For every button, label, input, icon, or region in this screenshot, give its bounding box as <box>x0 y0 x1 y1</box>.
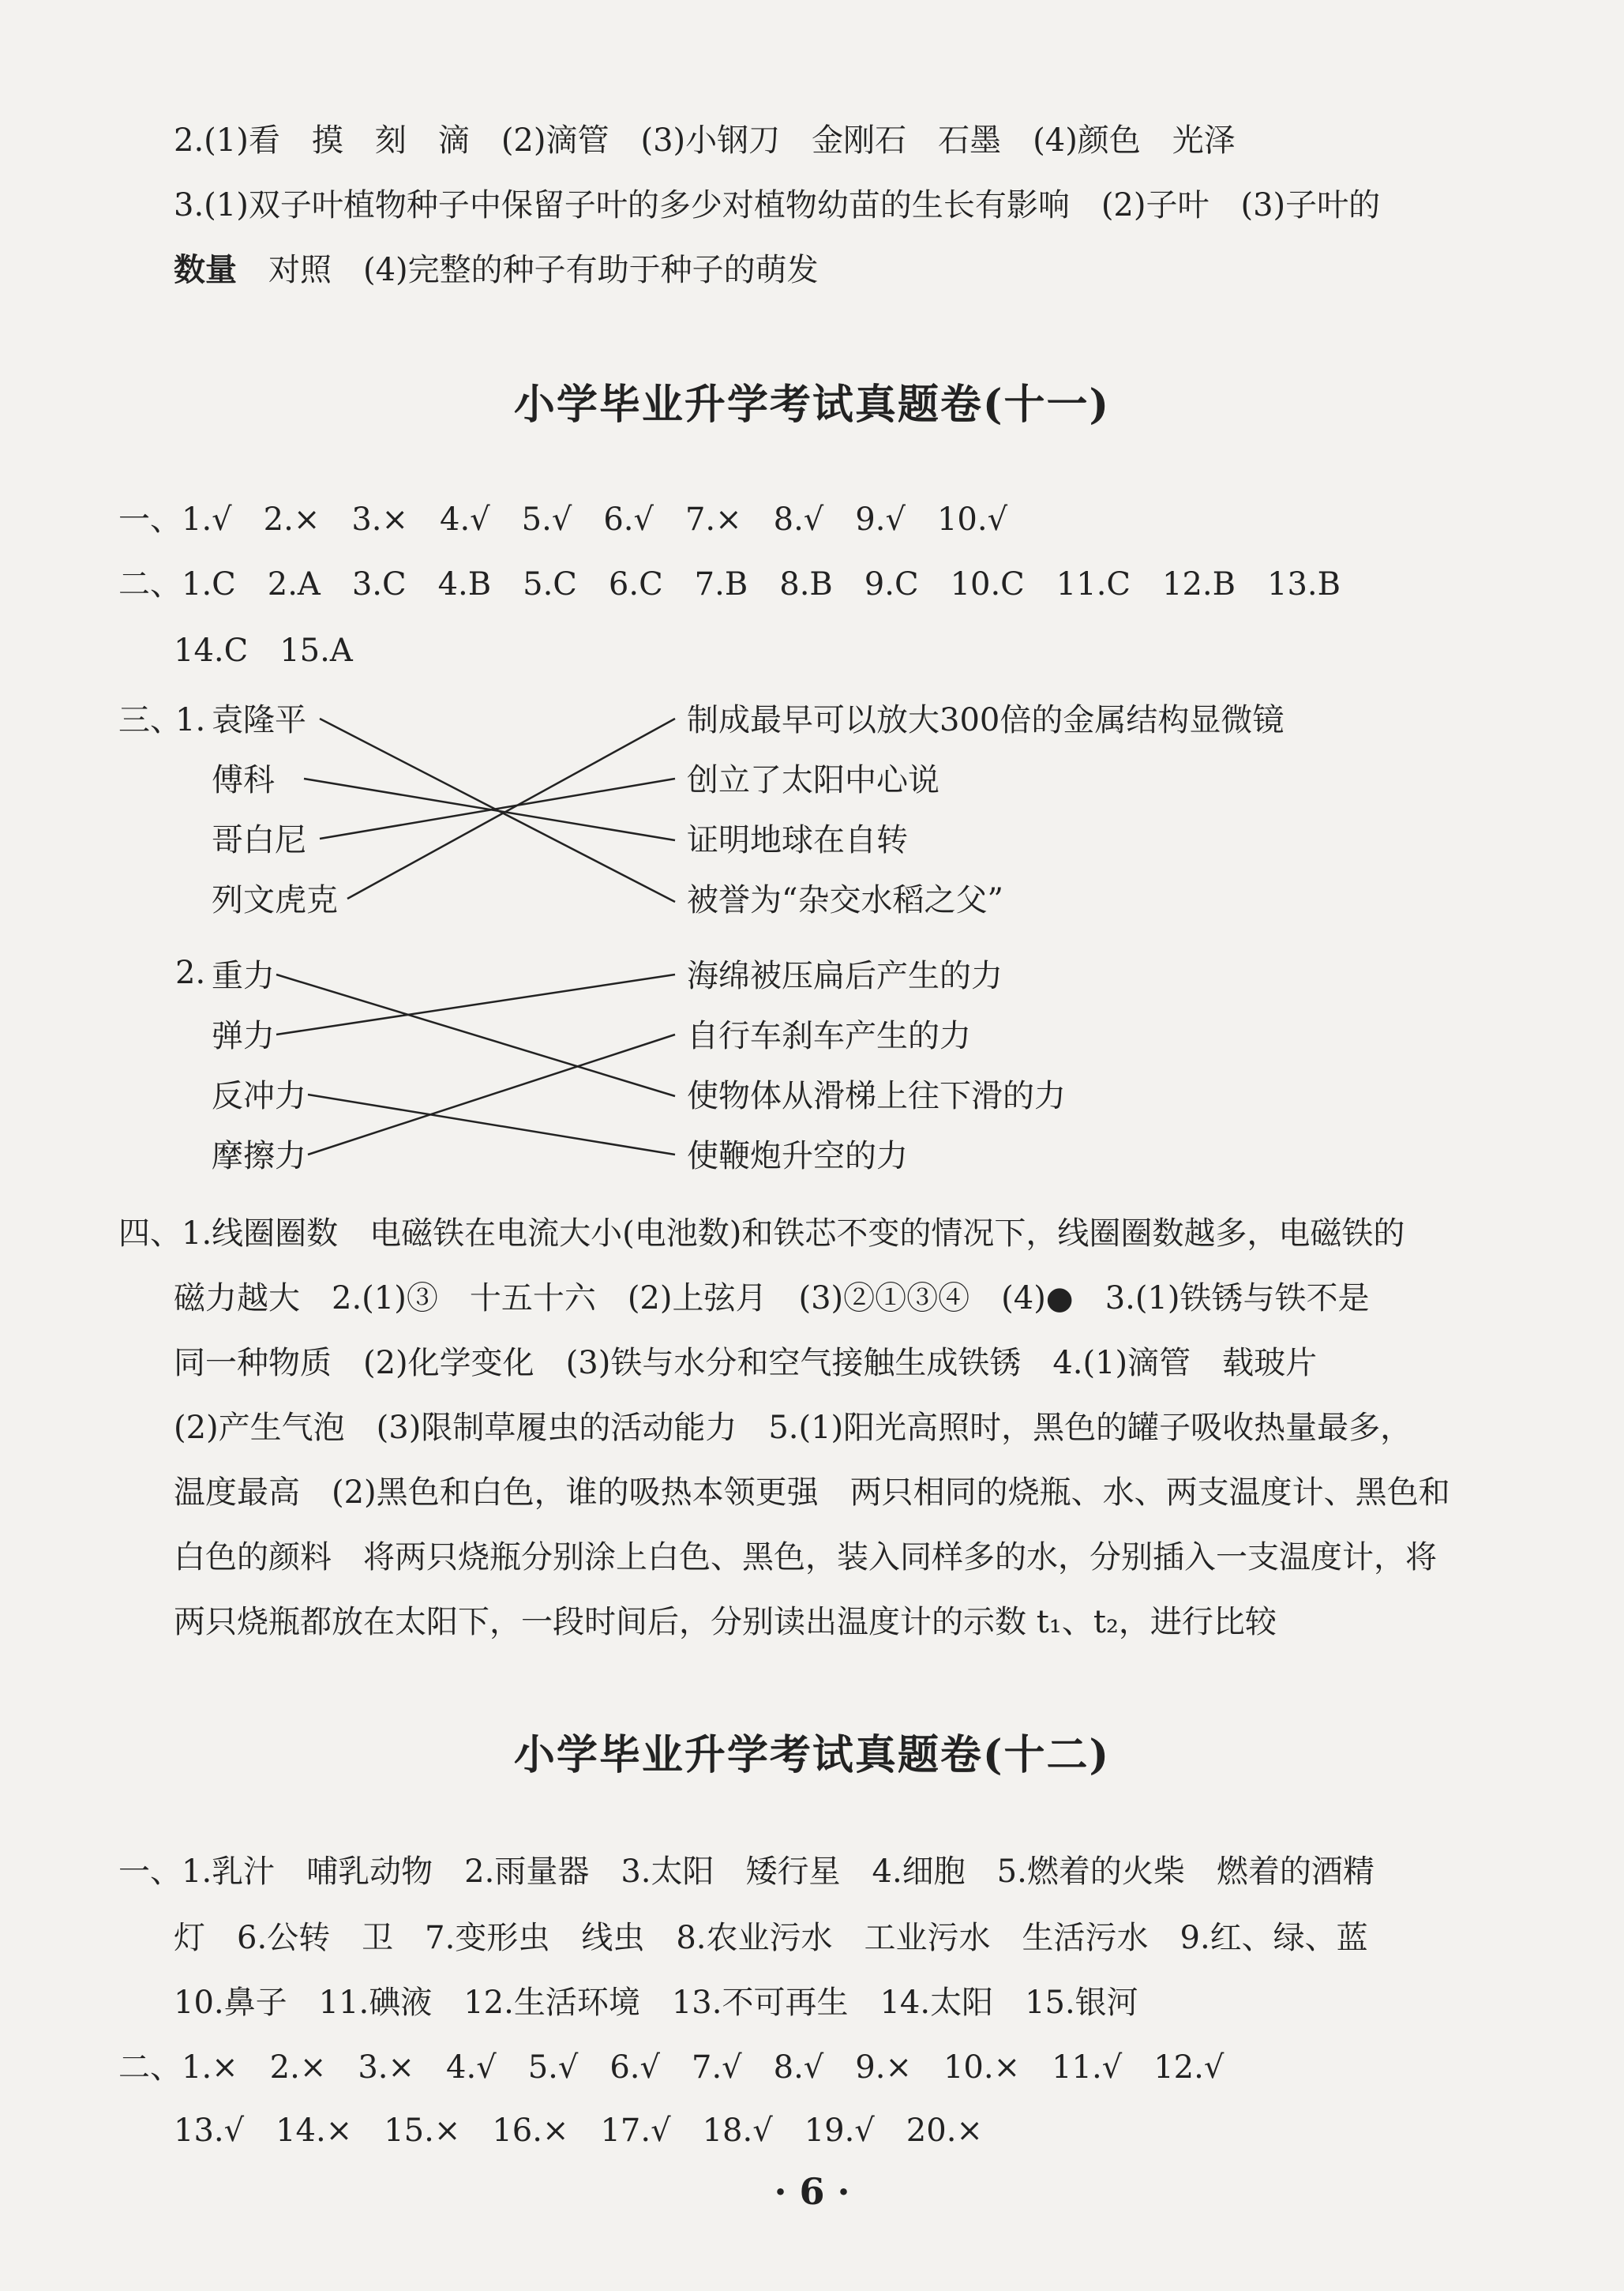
prev-answer-text: 对照 (4)完整的种子有助于种子的萌发 <box>237 252 819 288</box>
exam-12-section-1a: 一、1.乳汁 哺乳动物 2.雨量器 3.太阳 矮行星 4.细胞 5.燃着的火柴 燃着的酒精 <box>118 1853 1375 1890</box>
match2-right-2: 自行车刹车产生的力 <box>687 1018 971 1054</box>
exam-11-section-4-line-4: (2)产生气泡 (3)限制草履虫的活动能力 5.(1)阳光高照时，黑色的罐子吸收热量最多， <box>174 1410 1412 1446</box>
section-3-q2: 2. <box>175 955 206 991</box>
match2-left-3: 反冲力 <box>212 1078 306 1114</box>
exam-11-section-2b: 14.C 15.A <box>174 633 353 669</box>
match1-right-1: 制成最早可以放大300倍的金属结构显微镜 <box>687 702 1285 738</box>
match2-right-4: 使鞭炮升空的力 <box>687 1138 908 1174</box>
exam-12-section-1b: 灯 6.公转 卫 7.变形虫 线虫 8.农业污水 工业污水 生活污水 9.红、绿、蓝 <box>174 1920 1368 1956</box>
exam-11-section-1: 一、1.√ 2.× 3.× 4.√ 5.√ 6.√ 7.× 8.√ 9.√ 10.√ <box>118 501 1008 538</box>
match-line-2-2 <box>276 975 675 1035</box>
exam-11-section-4-line-1: 四、1.线圈圈数 电磁铁在电流大小(电池数)和铁芯不变的情况下，线圈圈数越多，电磁铁的 <box>118 1215 1405 1252</box>
exam-12-section-1c: 10.鼻子 11.碘液 12.生活环境 13.不可再生 14.太阳 15.银河 <box>174 1985 1138 2021</box>
section-3-q1: 1. <box>175 702 206 738</box>
exam-12-section-2a: 二、1.× 2.× 3.× 4.√ 5.√ 6.√ 7.√ 8.√ 9.× 10.× 11.√ 12.√ <box>118 2049 1225 2086</box>
match-line-1-4 <box>347 719 675 899</box>
match-line-2-1 <box>276 975 675 1096</box>
exam-12-title: 小学毕业升学考试真题卷(十二) <box>513 1731 1111 1779</box>
match2-left-1: 重力 <box>212 958 275 994</box>
match1-left-3: 哥白尼 <box>212 822 306 858</box>
exam-11-section-4-line-7: 两只烧瓶都放在太阳下，一段时间后，分别读出温度计的示数 t₁、t₂，进行比较 <box>174 1604 1277 1640</box>
match-line-2-4 <box>308 1035 675 1155</box>
match2-right-3: 使物体从滑梯上往下滑的力 <box>687 1078 1066 1114</box>
exam-11-section-4-line-5: 温度最高 (2)黑色和白色，谁的吸热本领更强 两只相同的烧瓶、水、两支温度计、黑色和 <box>174 1474 1450 1511</box>
section-3-prefix: 三、 <box>118 702 182 738</box>
match1-left-2: 傅科 <box>212 762 275 798</box>
prev-answer-line-2: 3.(1)双子叶植物种子中保留子叶的多少对植物幼苗的生长有影响 (2)子叶 (3)子叶的 <box>174 187 1381 223</box>
match2-left-4: 摩擦力 <box>212 1138 306 1174</box>
exam-11-title: 小学毕业升学考试真题卷(十一) <box>513 381 1111 429</box>
match-line-2-3 <box>308 1095 675 1155</box>
match1-right-2: 创立了太阳中心说 <box>687 762 940 798</box>
match-line-1-3 <box>320 779 675 839</box>
exam-11-section-4-line-2: 磁力越大 2.(1)③ 十五十六 (2)上弦月 (3)②①③④ (4)● 3.(1)铁锈与铁不是 <box>174 1280 1370 1316</box>
match1-right-3: 证明地球在自转 <box>687 822 908 858</box>
prev-answer-line-1: 2.(1)看 摸 刻 滴 (2)滴管 (3)小钢刀 金刚石 石墨 (4)颜色 光泽 <box>174 122 1236 159</box>
exam-11-section-4-line-3: 同一种物质 (2)化学变化 (3)铁与水分和空气接触生成铁锈 4.(1)滴管 载玻片 <box>174 1345 1318 1381</box>
exam-12-section-2b: 13.√ 14.× 15.× 16.× 17.√ 18.√ 19.√ 20.× <box>174 2113 983 2149</box>
exam-11-section-4-line-6: 白色的颜料 将两只烧瓶分别涂上白色、黑色，装入同样多的水，分别插入一支温度计，将 <box>174 1539 1437 1576</box>
match1-left-4: 列文虎克 <box>212 882 338 918</box>
match2-right-1: 海绵被压扁后产生的力 <box>687 958 1003 994</box>
bold-term: 数量 <box>174 251 237 288</box>
exam-11-section-2a: 二、1.C 2.A 3.C 4.B 5.C 6.C 7.B 8.B 9.C 10.C 11.C 12.B 13.B <box>118 566 1341 603</box>
page-number: · 6 · <box>774 2170 850 2213</box>
match2-left-2: 弹力 <box>212 1018 275 1054</box>
match1-right-4: 被誉为“杂交水稻之父” <box>687 882 1003 918</box>
match1-left-1: 袁隆平 <box>212 702 306 738</box>
